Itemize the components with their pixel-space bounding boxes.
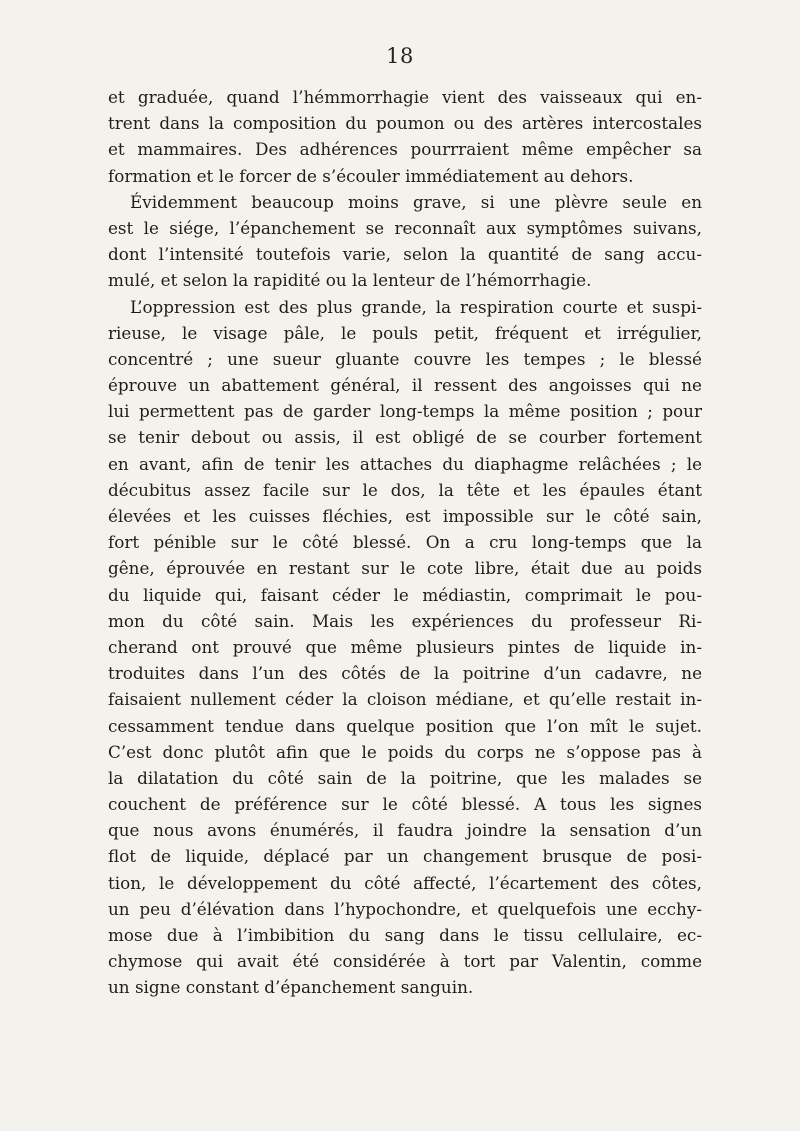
text-line: fort pénible sur le côté blessé. On a cru long-temps que la [108,532,702,553]
text-line: décubitus assez facile sur le dos, la tête et les épaules étant [108,479,702,500]
text-line: cherand ont prouvé que même plusieurs pintes de liquide in- [108,636,702,657]
text-line: éprouve un abattement général, il ressent des angoisses qui ne [108,375,702,396]
text-line: lui permettent pas de garder long-temps la même position ; pour [108,401,702,422]
text-line: gêne, éprouvée en restant sur le cote libre, était due au poids [108,558,702,579]
text-line: est le siége, l’épanchement se reconnaît aux symptômes suivans, [108,217,702,238]
text-line: mon du côté sain. Mais les expériences du professeur Ri- [108,610,702,631]
text-line: élevées et les cuisses fléchies, est impossible sur le côté sain, [108,506,702,526]
text-line: C’est donc plutôt afin que le poids du corps ne s’oppose pas à [108,741,702,762]
text-line: couchent de préférence sur le côté blessé. A tous les signes [108,794,702,815]
text-line: tion, le développement du côté affecté, l’écartement des côtes, [108,872,702,893]
text-line: rieuse, le visage pâle, le pouls petit, fréquent et irrégulier, [108,322,702,343]
text-line: un peu d’élévation dans l’hypochondre, et quelquefois une ecchy- [108,898,702,919]
text-line: flot de liquide, déplacé par un changement brusque de posi- [108,846,702,867]
text-line: et graduée, quand l’hémmorrhagie vient des vaisseaux qui en- [108,87,702,107]
text-line: trent dans la composition du poumon ou des artères intercostales [108,113,702,134]
text-line: troduites dans l’un des côtés de la poitrine d’un cadavre, ne [108,663,702,684]
text-line: Évidemment beaucoup moins grave, si une plèvre seule en [130,191,702,212]
text-line: se tenir debout ou assis, il est obligé de se courber fortement [108,427,702,448]
text-line: faisaient nullement céder la cloison médiane, et qu’elle restait in- [108,689,702,710]
text-line: dont l’intensité toutefois varie, selon la quantité de sang accu- [108,244,702,265]
text-line: L’oppression est des plus grande, la respiration courte et suspi- [130,296,702,317]
page-number: 18 [386,44,414,68]
text-line: et mammaires. Des adhérences pourrraient même empêcher sa [108,139,702,160]
text-line: concentré ; une sueur gluante couvre les tempes ; le blessé [108,348,702,369]
text-line: mulé, et selon la rapidité ou la lenteur de l’hémorrhagie. [108,270,592,291]
body-text [108,84,702,1001]
text-line: formation et le forcer de s’écouler immédiatement au dehors. [108,165,634,186]
text-line: cessamment tendue dans quelque position que l’on mît le sujet. [108,715,702,736]
text-line: en avant, afin de tenir les attaches du diaphagme relâchées ; le [108,453,702,474]
text-line: du liquide qui, faisant céder le médiastin, comprimait le pou- [108,584,702,605]
text-line: que nous avons énumérés, il faudra joindre la sensation d’un [108,820,702,841]
text-line: un signe constant d’épanchement sanguin. [108,977,474,998]
text-line: chymose qui avait été considérée à tort par Valentin, comme [108,951,702,972]
text-line: mose due à l’imbibition du sang dans le tissu cellulaire, ec- [108,925,702,945]
text-line: la dilatation du côté sain de la poitrine, que les malades se [108,767,702,788]
